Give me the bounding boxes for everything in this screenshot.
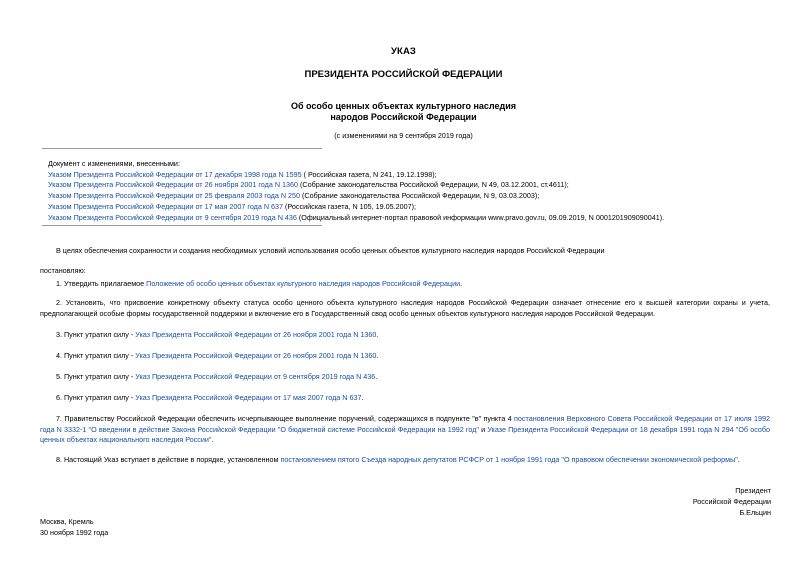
paragraph-4-text: 4. Пункт утратил силу -	[56, 351, 136, 360]
paragraph-7-end: .	[211, 435, 214, 445]
amendments-intro: Документ с изменениями, внесенными:	[48, 159, 180, 168]
amendment-item	[48, 170, 788, 181]
document-name-line-2: народов Российской Федерации	[330, 112, 477, 122]
amendment-source: (Собрание законодательства Российской Федерации, N 49, 03.12.2001, ст.4611);	[298, 180, 569, 190]
amendment-link[interactable]: Указом Президента Российской Федерации от 26 ноября 2001 года N 1360	[48, 180, 298, 190]
paragraph-7	[40, 414, 770, 446]
amendment-item	[48, 202, 788, 213]
signing-place: Москва, Кремль	[40, 517, 94, 526]
document-name-line-1: Об особо ценных объектах культурного наследия	[290, 101, 516, 111]
issuer-title: ПРЕЗИДЕНТА РОССИЙСКОЙ ФЕДЕРАЦИИ	[304, 69, 503, 80]
congress-resolution-link[interactable]: постановлением пятого Съезда народных депутатов РСФСР от 1 ноября 1991 года "О правовом обеспечении экономической реформы"	[280, 455, 738, 464]
paragraph-3-text: 3. Пункт утратил силу -	[56, 330, 136, 339]
paragraph-5	[40, 372, 770, 383]
paragraph-6	[40, 393, 770, 404]
paragraph-5-text: 5. Пункт утратил силу -	[56, 372, 136, 381]
decree-word: постановляю:	[40, 266, 86, 275]
paragraph-4-end: .	[376, 351, 379, 360]
amendment-item	[48, 213, 788, 224]
paragraph-7-conjunction: и	[478, 424, 488, 434]
signing-date: 30 ноября 1992 года	[40, 528, 109, 537]
amendment-link[interactable]: Указом Президента Российской Федерации от 17 мая 2007 года N 637	[48, 201, 284, 211]
signature-name: Б.Ельцин	[739, 508, 771, 517]
paragraph-8	[40, 455, 770, 466]
amendment-source: (Официальный интернет-портал правовой информации www.pravo.gov.ru, 09.09.2019, N 0001201909090041).	[296, 212, 665, 222]
signature-block	[693, 485, 771, 518]
signature-position: Президент	[735, 486, 771, 495]
signature-country: Российской Федерации	[692, 497, 771, 506]
paragraph-2: 2. Установить, что присвоение конкретному объекту статуса особо ценного объекта культурного наследия народов Российской Федерации означает отнесение его к высшей категории охраны и учета, предполагающей особые формы государственной поддержки и включение его в Государственный свод особо ценных объектов культурного наследия народов Российской Федерации.	[40, 298, 770, 318]
paragraph-8-end: .	[737, 455, 740, 464]
paragraph-3	[40, 330, 770, 341]
amendment-source: ( Российская газета, N 241, 19.12.1998);	[301, 169, 437, 179]
paragraph-8-text: 8. Настоящий Указ вступает в действие в порядке, установленном	[56, 455, 281, 464]
top-divider	[42, 148, 322, 149]
amendment-source: (Российская газета, N 105, 19.05.2007);	[283, 201, 417, 211]
paragraph-1	[40, 279, 770, 290]
amendment-link[interactable]: Указом Президента Российской Федерации от 17 декабря 1998 года N 1595	[48, 169, 302, 179]
paragraph-5-link[interactable]: Указ Президента Российской Федерации от 9 сентября 2019 года N 436	[135, 372, 376, 381]
amendment-link[interactable]: Указом Президента Российской Федерации от 25 февраля 2003 года N 250	[48, 191, 301, 201]
amendment-source: (Собрание законодательства Российской Федерации, N 9, 03.03.2003);	[300, 191, 540, 201]
presidential-decree-link[interactable]: Указе Президента Российской Федерации от 18 декабря 1991 года N 294 "Об особо ценных объектах национального наследия России"	[40, 424, 770, 445]
paragraph-4	[40, 351, 770, 362]
document-type-title: УКАЗ	[391, 46, 416, 57]
paragraph-6-link[interactable]: Указ Президента Российской Федерации от 17 мая 2007 года N 637	[135, 393, 362, 402]
preamble-paragraph: В целях обеспечения сохранности и создания необходимых условий использования особо ценных объектов культурного наследия народов Российской Федерации	[56, 246, 605, 255]
paragraph-5-end: .	[375, 372, 378, 381]
paragraph-1-text: 1. Утвердить прилагаемое	[56, 279, 147, 288]
amendment-link[interactable]: Указом Президента Российской Федерации от 9 сентября 2019 года N 436	[48, 212, 297, 222]
regulation-link[interactable]: Положение об особо ценных объектах культурного наследия народов Российской Федерации	[146, 279, 461, 288]
paragraph-6-text: 6. Пункт утратил силу -	[56, 393, 136, 402]
paragraph-7-text: 7. Правительству Российской Федерации обеспечить исчерпывающее выполнение поручений, содержащихся в подпункте "в" пункта 4	[56, 414, 515, 423]
paragraph-3-end: .	[376, 330, 379, 339]
place-date-block	[40, 516, 108, 538]
supreme-council-resolution-link[interactable]: постановления Верховного Совета Российской Федерации от 17 июля 1992 года N 3332-1 "О введении в действие Закона Российской Федерации "О бюджетной системе Российской Федерации на 1992 год"	[40, 414, 770, 434]
amendment-item	[48, 180, 788, 191]
bottom-divider	[42, 225, 322, 226]
paragraph-3-link[interactable]: Указ Президента Российской Федерации от 26 ноября 2001 года N 1360	[135, 330, 377, 339]
edition-note: (с изменениями на 9 сентября 2019 года)	[334, 131, 473, 140]
amendments-block	[48, 159, 788, 223]
document-name	[0, 101, 807, 123]
paragraph-1-end: .	[460, 279, 463, 288]
amendment-item	[48, 191, 788, 202]
paragraph-6-end: .	[361, 393, 364, 402]
paragraph-4-link[interactable]: Указ Президента Российской Федерации от 26 ноября 2001 года N 1360	[135, 351, 377, 360]
